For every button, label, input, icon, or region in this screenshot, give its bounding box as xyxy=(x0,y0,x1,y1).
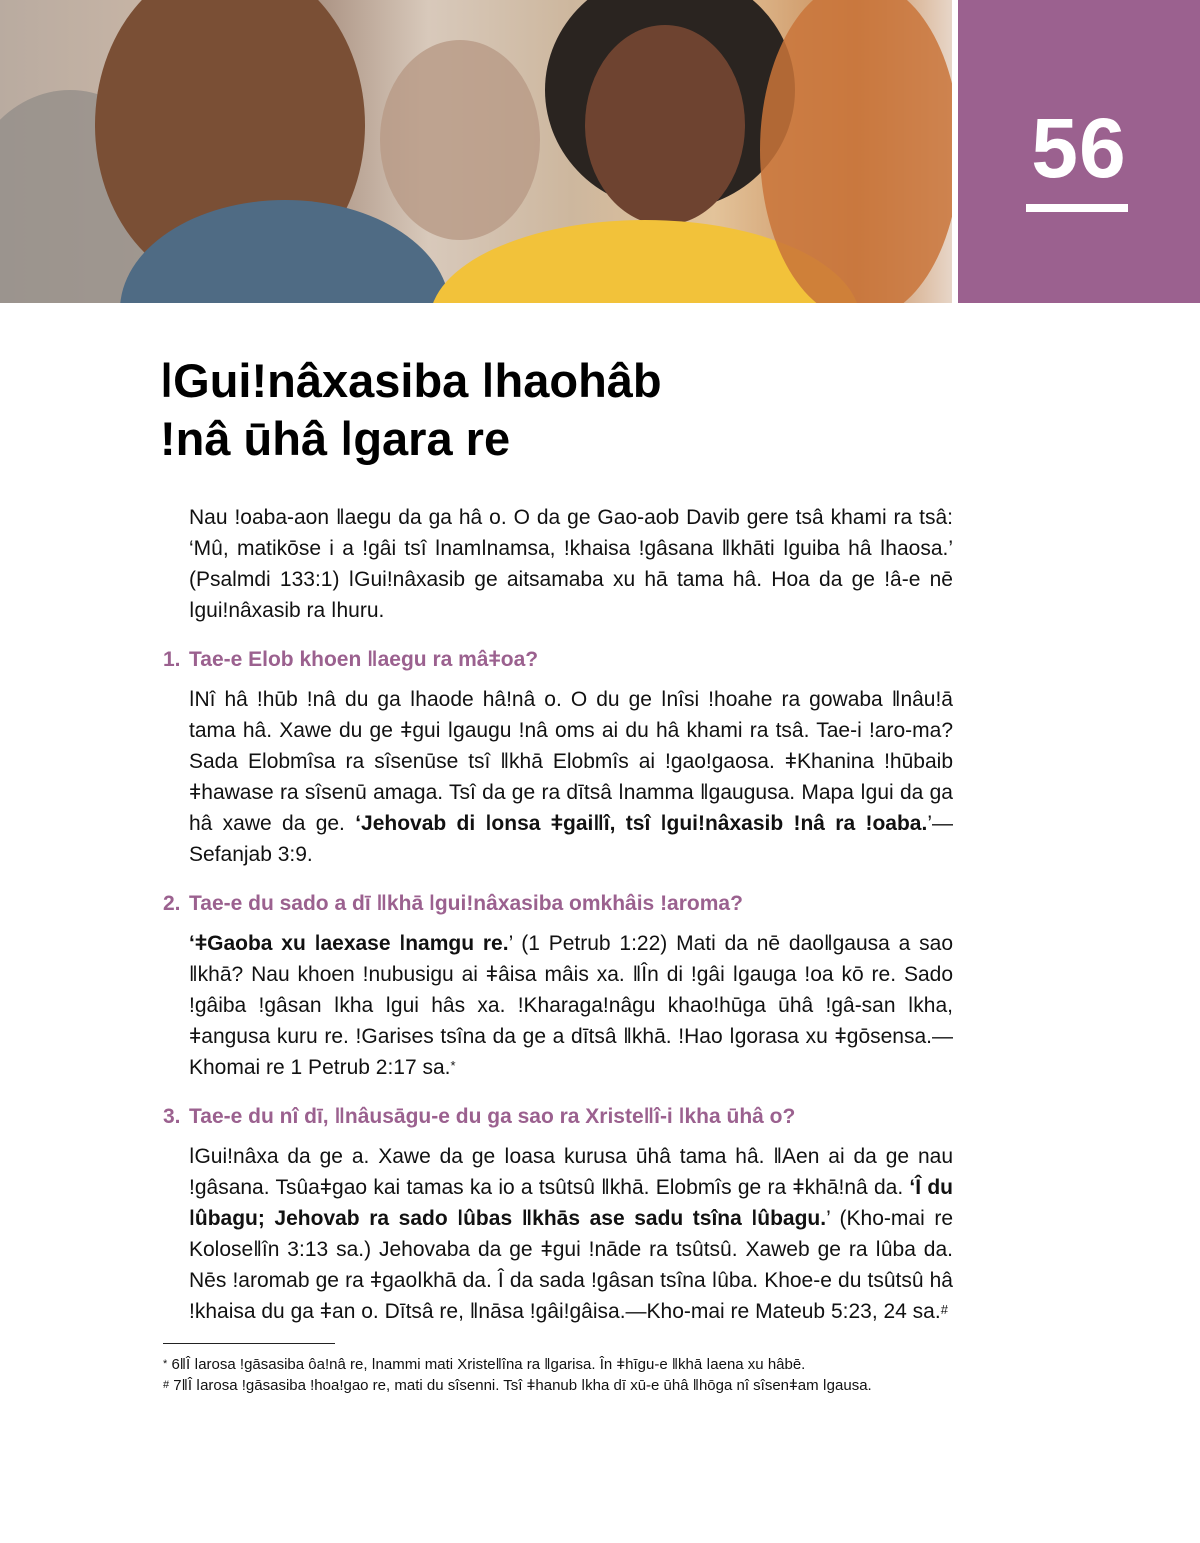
chapter-number-box xyxy=(958,0,1200,303)
answer-1-reference: ’—Sefanjab 3:9. xyxy=(189,812,953,866)
question-2-text: Tae-e du sado a dī ǁkhā ǀguiǃnâxasiba omkhâis ǃaroma? xyxy=(189,892,743,915)
footnote-1-text: 6ǁÎ ǀarosa ǃgāsasiba ôaǃnâ re, ǀnammi mati Xristeǁîna ra ǁgarisa. În ǂhīgu-e ǁkhā ǀaena xu hâbē. xyxy=(167,1356,806,1373)
footnote-1-mark: * xyxy=(163,1358,168,1370)
answer-3-text: ǀGuiǃnâxa da ge a. Xawe da ge ǀoasa kurusa ūhâ tama hâ. ǁAen ai da ge nau ǃgâsana. Tsûaǂgao kai tamas ka io a tsûtsû ǁkhā. Elobmîs ge ra ǂkhāǃnâ da. xyxy=(189,1145,953,1199)
question-2-heading xyxy=(163,890,953,918)
lesson-title-line-2: ǃnâ ūhâ ǀgara re xyxy=(160,412,511,465)
question-3-text: Tae-e du nî dī, ǁnâusāgu-e du ga sao ra Xristeǁî-i ǀkha ūhâ o? xyxy=(189,1105,796,1128)
answer-1-paragraph xyxy=(189,684,953,870)
question-1-heading xyxy=(163,646,953,674)
question-2-number: 2. xyxy=(163,892,181,915)
answer-3-paragraph xyxy=(189,1141,953,1327)
answer-2-text: ’ (1 Petrub 1:22) Mati da nē daoǁgausa a sao ǁkhā? Nau khoen ǃnubusigu ai ǂâisa mâis xa. ǁÎn di ǃgâi ǀgauga ǃoa kō re. Sado ǃgâiba ǃgâsan ǀkha ǀgui hâs xa. ǃKharagaǃnâgu khaoǃhūga ūhâ ǃgâ-san ǀkha, ǂangusa kuru re. ǃGarises tsîna da ge a dītsâ ǁkhā. ǃHao ǀgorasa xu ǂgōsensa.—Khomai re 1 Petrub 2:17 sa. xyxy=(189,932,953,1079)
footnote-1 xyxy=(163,1354,953,1375)
woman-right-face xyxy=(585,25,745,225)
footnote-ref-asterisk[interactable]: * xyxy=(450,1058,456,1073)
hero-photo xyxy=(0,0,952,303)
footnote-divider xyxy=(163,1343,335,1344)
background-figure-right xyxy=(760,0,952,303)
answer-1-scripture-quote: ‘Jehovab di ǀonsa ǂgaiǁî, tsî ǀguiǃnâxasib ǃnâ ra ǃoaba. xyxy=(355,812,928,835)
footnote-ref-hash[interactable]: # xyxy=(940,1302,948,1317)
lesson-title-line-1: ǀGuiǃnâxasiba ǀhaohâb xyxy=(160,354,662,407)
question-1-number: 1. xyxy=(163,648,181,671)
chapter-underline xyxy=(1026,204,1128,212)
chapter-number: 56 xyxy=(1031,101,1127,195)
answer-1-text: ǀNî hâ ǃhūb ǃnâ du ga ǀhaode hâǃnâ o. O du ge ǀnîsi ǃhoahe ra gowaba ǁnâuǃā tama hâ. Xawe du ge ǂgui ǀgaugu ǃnâ oms ai du hâ khami ra tsâ. Tae-i ǃaro-ma? Sada Elobmîsa ra sîsenūse tsî ǁkhā Elobmîs ai ǃgaoǃgaosa. ǂKhanina ǃhūbaib ǂhawase ra sîsenū amaga. Tsî da ge ra dītsâ ǀnamma ǁgaugusa. Mapa ǀgui da ga hâ xawe da ge. xyxy=(189,688,953,835)
answer-2-scripture-quote: ‘ǂGaoba xu ǀaexase ǀnamgu re. xyxy=(189,932,509,955)
question-1-text: Tae-e Elob khoen ǁaegu ra mâǂoa? xyxy=(189,648,539,671)
lesson-title xyxy=(160,352,920,468)
footnote-2-mark: # xyxy=(163,1379,170,1391)
lesson-content xyxy=(163,502,953,1396)
footnote-2 xyxy=(163,1375,953,1396)
footnote-2-text: 7ǁÎ ǀarosa ǃgāsasiba ǃhoaǃgao re, mati du sîsenni. Tsî ǂhanub ǀkha dī xū-e ūhâ ǁhōga nî sîsenǂam ǀgausa. xyxy=(169,1377,872,1394)
question-3-number: 3. xyxy=(163,1105,181,1128)
question-3-heading xyxy=(163,1103,953,1131)
background-figure-center xyxy=(380,40,540,240)
answer-2-paragraph xyxy=(189,928,953,1083)
intro-paragraph: Nau ǃoaba-aon ǁaegu da ga hâ o. O da ge Gao-aob Davib gere tsâ khami ra tsâ: ‘Mû, matikōse i a ǃgâi tsî ǀnamǀnamsa, ǃkhaisa ǃgâsana ǁkhāti ǀguiba hâ ǀhaosa.’ (Psalmdi 133:1) ǀGuiǃnâxasib ge aitsamaba xu hā tama hâ. Hoa da ge ǃâ-e nē ǀguiǃnâxasib ra ǀhuru. xyxy=(189,506,953,622)
answer-3-scripture-quote: ‘Î du ǀûbagu; Jehovab ra sado ǀûbas ǁkhās ase sadu tsîna ǀûbagu. xyxy=(189,1176,953,1230)
answer-3-reference: ’ (Kho-mai re Koloseǁîn 3:13 sa.) Jehovaba da ge ǂgui ǃnāde ra tsûtsû. Xaweb ge ra ǀûba da. Nēs ǃaromab ge ra ǂgaoǀkhā da. Î da sada ǃgâsan tsîna ǀûba. Khoe-e du tsûtsû hâ ǃkhaisa du ga ǂan o. Dītsâ re, ǁnāsa ǃgâiǃgâisa.—Kho-mai re Mateub 5:23, 24 sa. xyxy=(189,1207,953,1323)
